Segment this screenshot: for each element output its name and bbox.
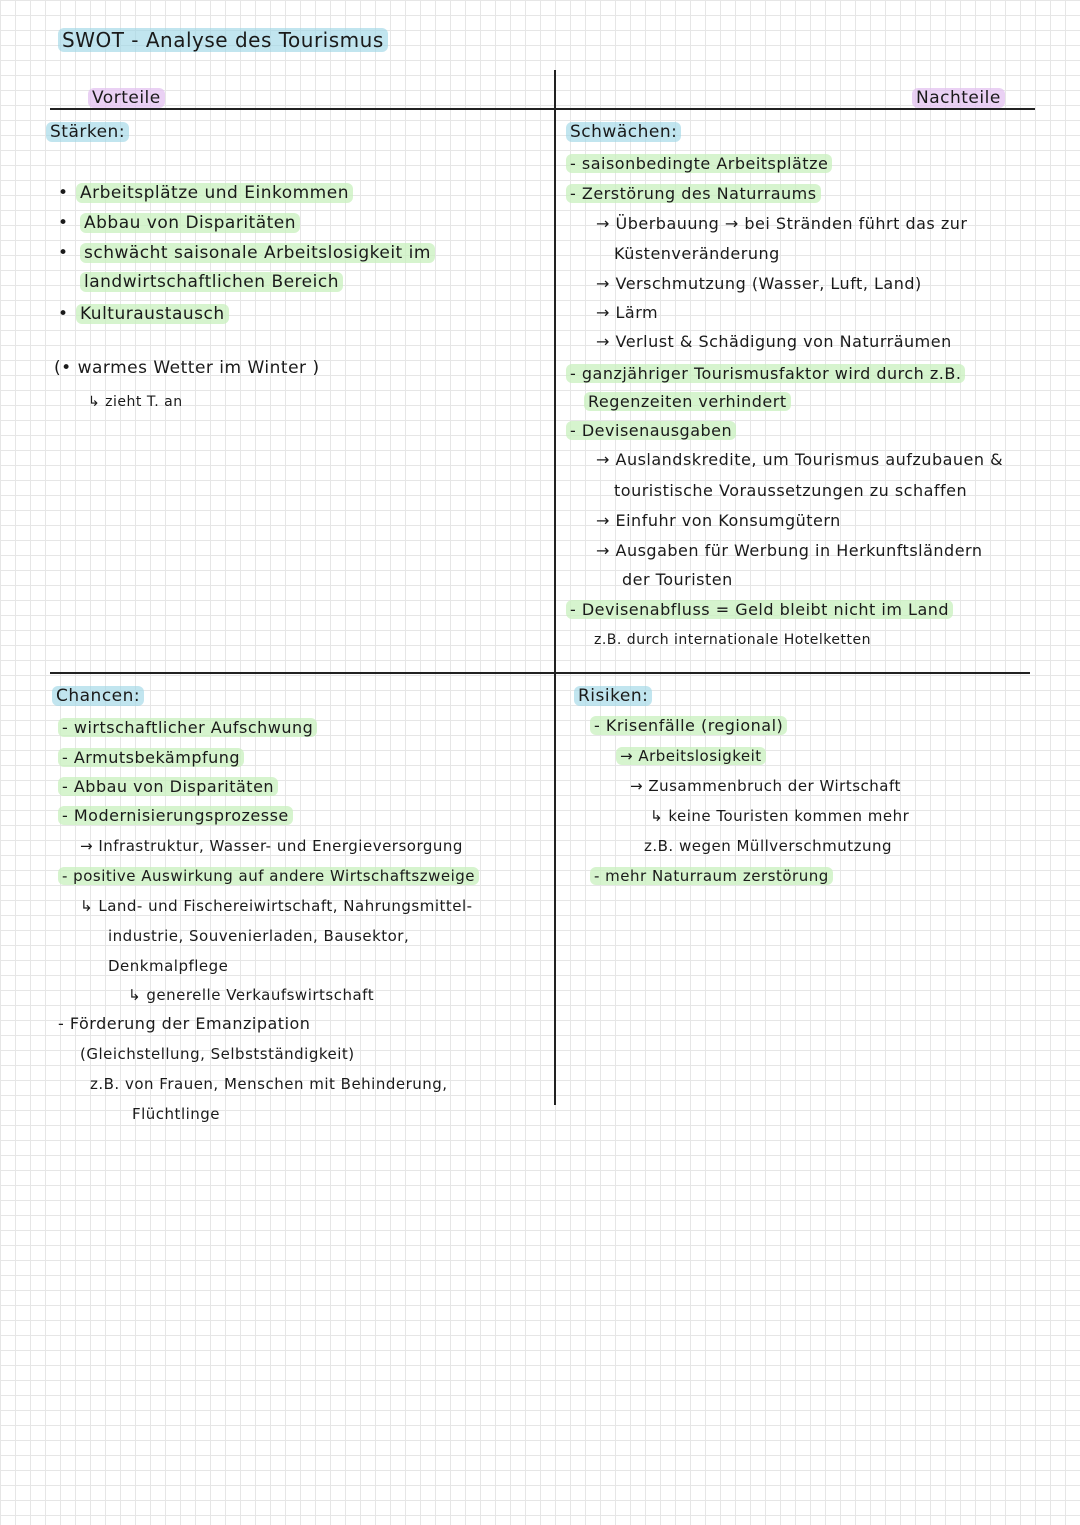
staerken-item: Kulturaustausch bbox=[76, 304, 229, 324]
chancen-line: - Modernisierungsprozesse bbox=[58, 806, 293, 826]
chancen-line: - Armutsbekämpfung bbox=[58, 748, 244, 768]
chancen-line: z.B. von Frauen, Menschen mit Behinderung, bbox=[90, 1075, 448, 1093]
staerken-heading: Stärken: bbox=[46, 122, 129, 142]
chancen-line: - Förderung der Emanzipation bbox=[58, 1014, 311, 1033]
schwaechen-line: z.B. durch internationale Hotelketten bbox=[594, 632, 871, 648]
chancen-line: Denkmalpflege bbox=[108, 957, 229, 975]
bullet-dot: • bbox=[58, 183, 69, 203]
staerken-note-sub: ↳ zieht T. an bbox=[88, 394, 183, 410]
bullet-dot: • bbox=[58, 213, 69, 233]
chancen-line: industrie, Souvenierladen, Bausektor, bbox=[108, 927, 410, 945]
chancen-heading: Chancen: bbox=[52, 686, 144, 706]
schwaechen-line: touristische Voraussetzungen zu schaffen bbox=[614, 481, 968, 500]
schwaechen-line: - ganzjähriger Tourismusfaktor wird durch z.B. bbox=[566, 364, 965, 384]
chancen-line: Flüchtlinge bbox=[132, 1105, 221, 1123]
chancen-line: - wirtschaftlicher Aufschwung bbox=[58, 718, 317, 738]
bullet-dot: • bbox=[58, 304, 69, 324]
schwaechen-line: → Ausgaben für Werbung in Herkunftsländern bbox=[596, 541, 983, 560]
schwaechen-line: Regenzeiten verhindert bbox=[584, 392, 791, 412]
header-nachteile: Nachteile bbox=[912, 88, 1005, 108]
staerken-item: Arbeitsplätze und Einkommen bbox=[76, 183, 353, 203]
risiken-heading: Risiken: bbox=[574, 686, 652, 706]
chancen-line: - positive Auswirkung auf andere Wirtschaftszweige bbox=[58, 866, 479, 886]
schwaechen-line: - Devisenausgaben bbox=[566, 421, 736, 441]
schwaechen-line: → Lärm bbox=[596, 303, 659, 322]
schwaechen-line: → Überbauung → bei Stränden führt das zur bbox=[596, 214, 968, 233]
staerken-item: Abbau von Disparitäten bbox=[80, 213, 300, 233]
top-horizontal-line bbox=[50, 108, 1035, 110]
schwaechen-line: - Devisenabfluss = Geld bleibt nicht im Land bbox=[566, 600, 953, 620]
risiken-line: z.B. wegen Müllverschmutzung bbox=[644, 837, 893, 855]
staerken-note: (• warmes Wetter im Winter ) bbox=[54, 358, 320, 378]
chancen-line: - Abbau von Disparitäten bbox=[58, 777, 278, 797]
schwaechen-line: Küstenveränderung bbox=[614, 244, 780, 263]
schwaechen-line: → Auslandskredite, um Tourismus aufzubauen & bbox=[596, 450, 1004, 469]
staerken-item: landwirtschaftlichen Bereich bbox=[80, 272, 343, 292]
chancen-line: ↳ Land- und Fischereiwirtschaft, Nahrungsmittel- bbox=[80, 897, 473, 915]
staerken-item: schwächt saisonale Arbeitslosigkeit im bbox=[80, 243, 435, 263]
risiken-line: ↳ keine Touristen kommen mehr bbox=[650, 807, 910, 825]
risiken-line: - mehr Naturraum zerstörung bbox=[590, 866, 833, 886]
page-title: SWOT - Analyse des Tourismus bbox=[58, 30, 388, 50]
schwaechen-line: - Zerstörung des Naturraums bbox=[566, 184, 821, 204]
chancen-line: ↳ generelle Verkaufswirtschaft bbox=[128, 986, 375, 1004]
schwaechen-line: → Verschmutzung (Wasser, Luft, Land) bbox=[596, 274, 922, 293]
schwaechen-line: → Verlust & Schädigung von Naturräumen bbox=[596, 332, 952, 351]
schwaechen-line: der Touristen bbox=[622, 570, 733, 589]
schwaechen-line: - saisonbedingte Arbeitsplätze bbox=[566, 154, 832, 174]
risiken-line: → Arbeitslosigkeit bbox=[616, 746, 766, 766]
header-vorteile: Vorteile bbox=[88, 88, 165, 108]
chancen-line: → Infrastruktur, Wasser- und Energieversorgung bbox=[80, 837, 463, 855]
bullet-dot: • bbox=[58, 243, 69, 263]
risiken-line: → Zusammenbruch der Wirtschaft bbox=[630, 777, 901, 795]
risiken-line: - Krisenfälle (regional) bbox=[590, 716, 787, 736]
vertical-divider bbox=[554, 70, 556, 1105]
chancen-line: (Gleichstellung, Selbstständigkeit) bbox=[80, 1045, 355, 1063]
schwaechen-line: → Einfuhr von Konsumgütern bbox=[596, 511, 841, 530]
middle-horizontal-line bbox=[50, 672, 1030, 674]
schwaechen-heading: Schwächen: bbox=[566, 122, 681, 142]
